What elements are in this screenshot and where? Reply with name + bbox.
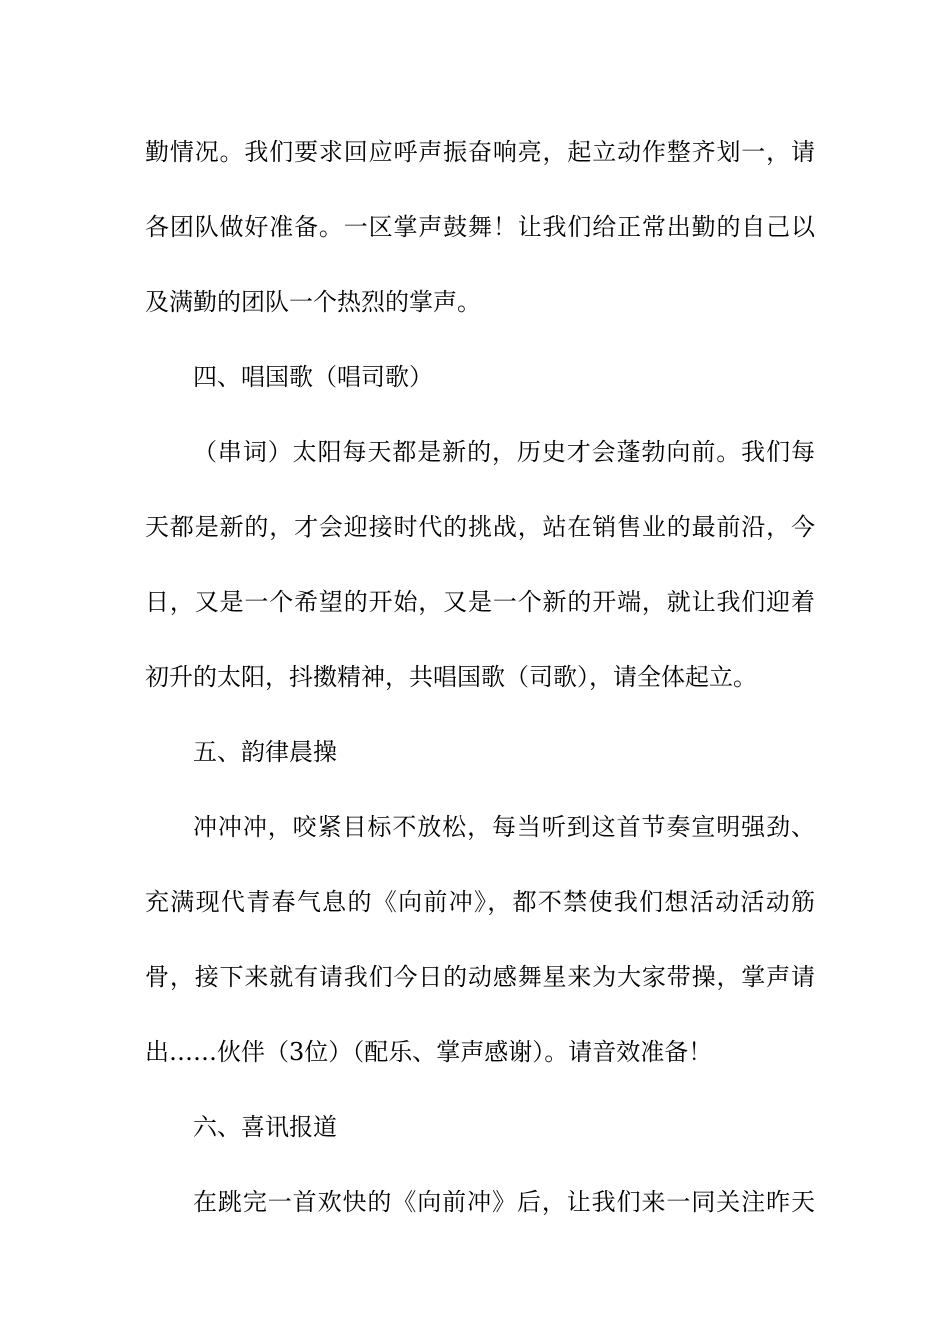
section-heading: 四、唱国歌（唱司歌）: [193, 363, 433, 391]
paragraph-line: 各团队做好准备。一区掌声鼓舞！让我们给正常出勤的自己以: [145, 213, 815, 241]
section-heading: 六、喜讯报道: [193, 1113, 337, 1141]
paragraph-line: 冲冲冲，咬紧目标不放松，每当听到这首节奏宣明强劲、: [193, 813, 815, 841]
paragraph-line: （串词）太阳每天都是新的，历史才会蓬勃向前。我们每: [193, 438, 815, 466]
paragraph-line: 出……伙伴（3位）（配乐、掌声感谢）。请音效准备！: [145, 1038, 713, 1066]
paragraph-line: 骨，接下来就有请我们今日的动感舞星来为大家带操，掌声请: [145, 963, 815, 991]
paragraph-line: 日，又是一个希望的开始，又是一个新的开端，就让我们迎着: [145, 588, 815, 616]
paragraph-line: 在跳完一首欢快的《向前冲》后，让我们来一同关注昨天: [193, 1188, 815, 1216]
paragraph-line: 勤情况。我们要求回应呼声振奋响亮，起立动作整齐划一，请: [145, 138, 815, 166]
paragraph-line: 初升的太阳，抖擞精神，共唱国歌（司歌），请全体起立。: [145, 663, 757, 691]
paragraph-line: 天都是新的，才会迎接时代的挑战，站在销售业的最前沿，今: [145, 513, 815, 541]
section-heading: 五、韵律晨操: [193, 738, 337, 766]
paragraph-line: 充满现代青春气息的《向前冲》，都不禁使我们想活动活动筋: [145, 888, 815, 916]
paragraph-line: 及满勤的团队一个热烈的掌声。: [145, 288, 481, 316]
